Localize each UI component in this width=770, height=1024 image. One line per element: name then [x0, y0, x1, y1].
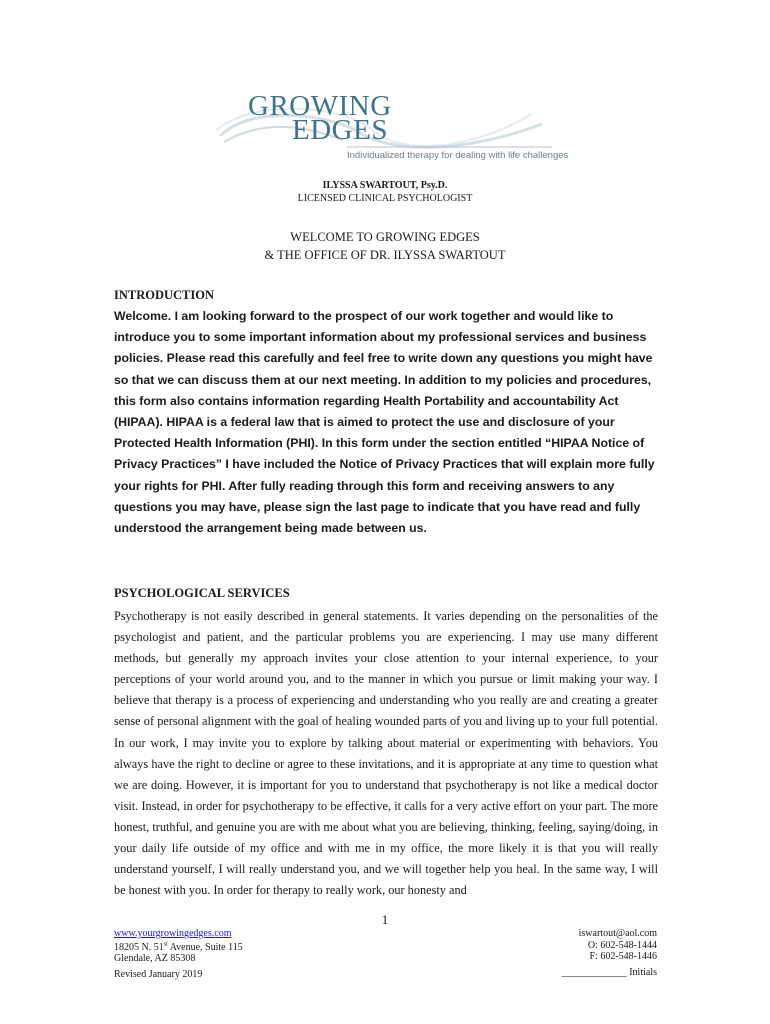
- footer-address: [114, 942, 243, 953]
- psychological-services-heading: PSYCHOLOGICAL SERVICES: [114, 586, 290, 600]
- footer-email: iswartout@aol.com: [578, 928, 657, 939]
- address-street: 18205 N. 51: [114, 941, 164, 953]
- introduction-body: Welcome. I am looking forward to the prospect of our work together and would like to introduce you to some important information about my professional services and business policies. Please read this carefully and feel free to write down any questions you might have so that we can discuss them at our next meeting. In addition to my policies and procedures, this form also contains information regarding Health Portability and accountability Act (HIPAA). HIPAA is a federal law that is aimed to protect the use and disclosure of your Protected Health Information (PHI). In this form under the section entitled “HIPAA Notice of Privacy Practices” I have included the Notice of Privacy Practices that will explain more fully your rights for PHI. After fully reading through this form and receiving answers to any questions you may have, please sign the last page to indicate that you have read and fully understood the arrangement being made between us.: [114, 309, 655, 536]
- welcome-line-1: WELCOME TO GROWING EDGES: [290, 230, 480, 244]
- address-ordinal: st: [163, 941, 168, 948]
- introduction-heading: INTRODUCTION: [114, 288, 215, 302]
- logo-word-edges: EDGES: [292, 114, 388, 146]
- footer-fax: F: 602-548-1446: [589, 951, 657, 962]
- website-link[interactable]: www.yourgrowingedges.com: [114, 928, 232, 939]
- growing-edges-logo: [212, 84, 569, 166]
- psychological-services-body: Psychotherapy is not easily described in general statements. It varies depending on the personalities of the psychologist and patient, and the particular problems you are experiencing. I may use many different methods, but generally my approach invites your close attention to your internal experience, to your perceptions of your world around you, and to the manner in which you pursue or limit making your way. I believe that therapy is a process of experiencing and understanding who you really are and creating a greater sense of personal alignment with the goal of healing wounded parts of you and living up to your full potential. In our work, I may invite you to explore by talking about material or experimenting with behaviors. You always have the right to decline or agree to these invitations, and it is appropriate at any time to question what we are doing. However, it is important for you to understand that psychotherapy is not like a medical doctor visit. Instead, in order for psychotherapy to be effective, it calls for a very active effort on your part. The more honest, truthful, and genuine you are with me about what you are believing, thinking, feeling, saying/doing, in your daily life outside of my office and with me in my office, the more likely it is that you will really understand yourself, I will really understand you, and we will together help you heal. In the same way, I will be honest with you. In order for therapy to really work, our honesty and: [114, 609, 658, 898]
- revised-date: Revised January 2019: [114, 968, 203, 980]
- logo-word-growing: GROWING: [248, 90, 392, 122]
- psychologist-name: ILYSSA SWARTOUT, Psy.D.: [322, 180, 448, 191]
- footer-right: [562, 928, 657, 978]
- footer-left: [114, 928, 243, 980]
- welcome-line-2: & THE OFFICE OF DR. ILYSSA SWARTOUT: [264, 248, 506, 262]
- address-suite: Avenue, Suite 115: [167, 941, 243, 953]
- page-number: 1: [381, 912, 389, 927]
- psychologist-title: LICENSED CLINICAL PSYCHOLOGIST: [297, 193, 473, 204]
- logo-tagline: Individualized therapy for dealing with life challenges: [347, 150, 569, 161]
- footer-office-phone: O: 602-548-1444: [587, 939, 657, 951]
- footer-city: Glendale, AZ 85308: [114, 953, 196, 965]
- initials-line[interactable]: _____________ Initials: [561, 966, 657, 978]
- welcome-heading: [0, 228, 770, 264]
